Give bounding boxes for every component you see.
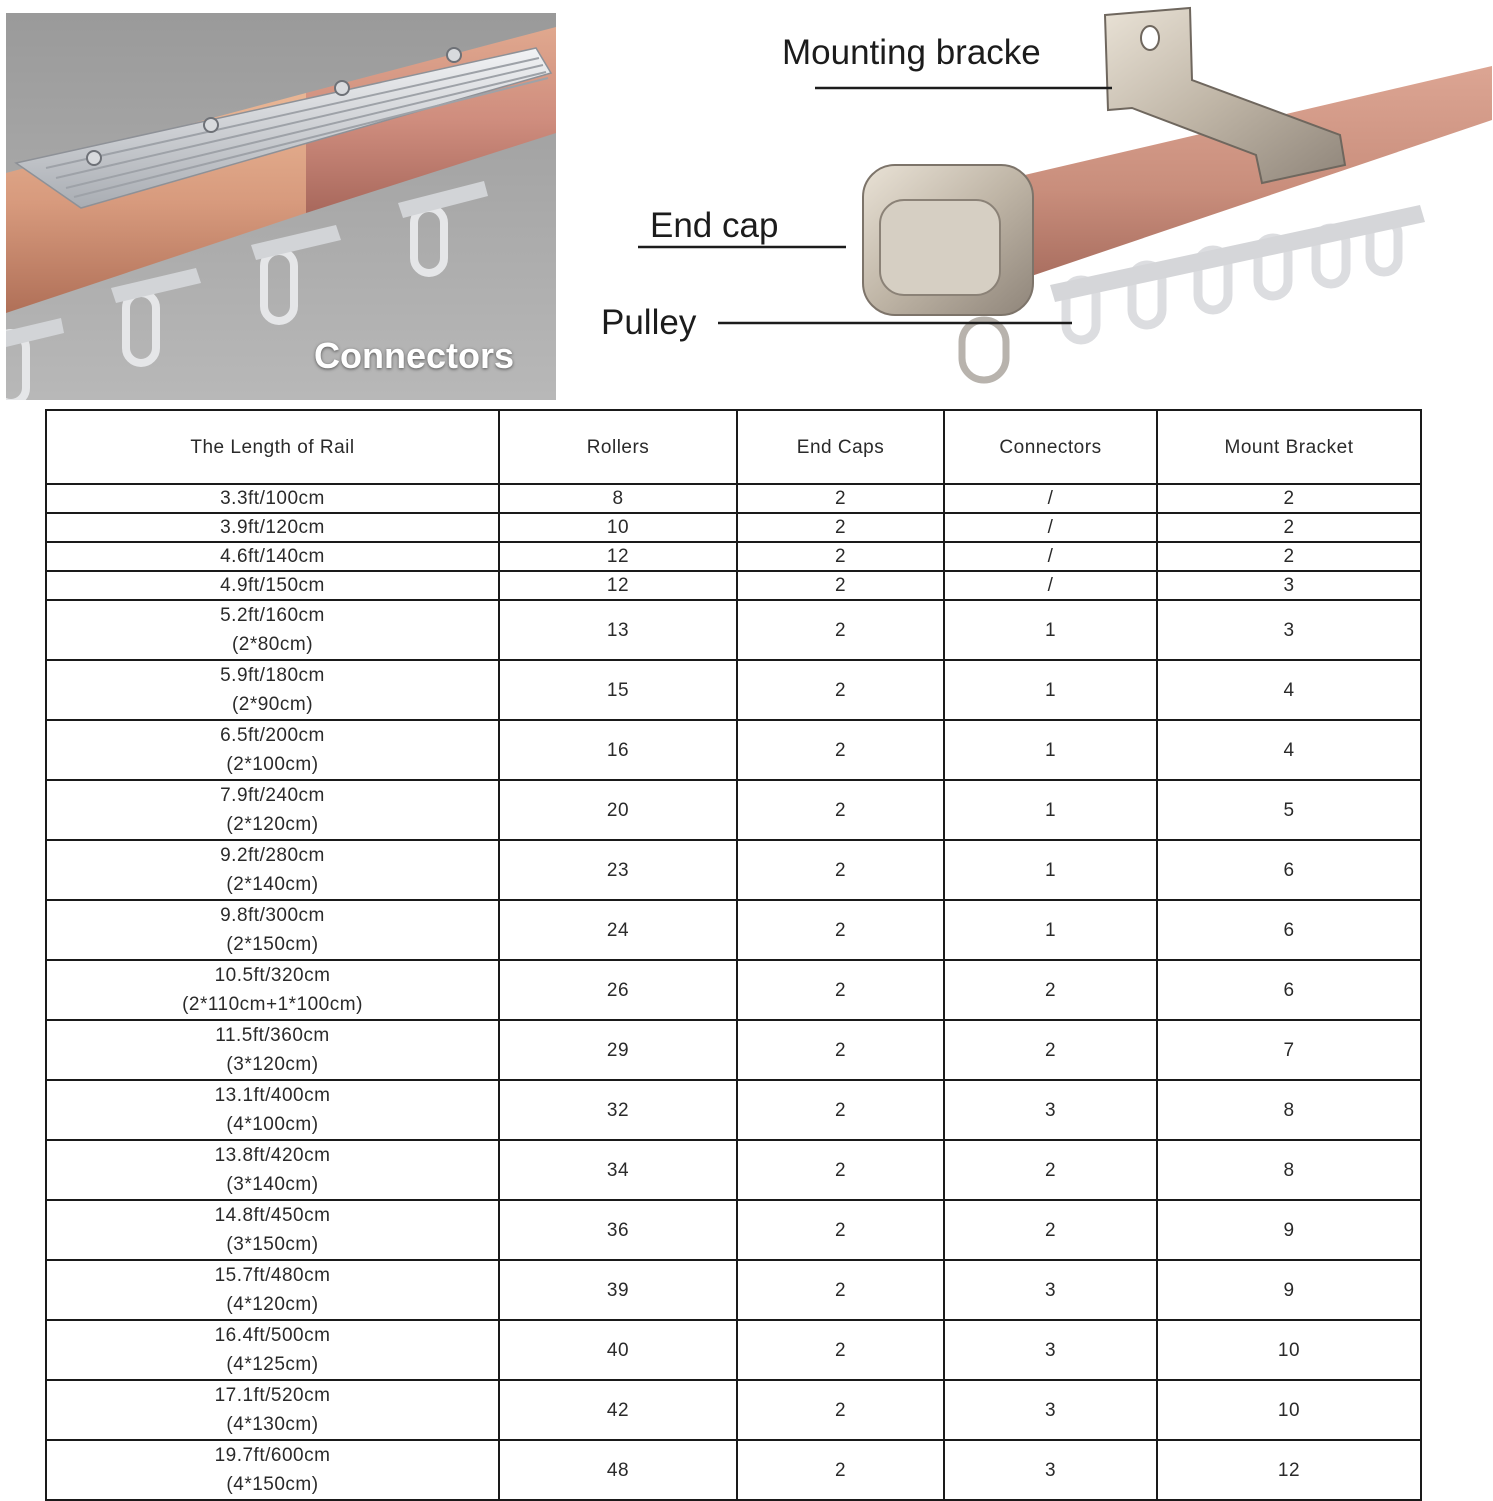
rollers-cell: 36 bbox=[499, 1200, 737, 1260]
end-caps-cell: 2 bbox=[737, 1320, 944, 1380]
rollers-cell: 10 bbox=[499, 513, 737, 542]
table-row bbox=[46, 513, 1421, 542]
rail-length-value: 15.7ft/480cm bbox=[214, 1265, 331, 1286]
connectors-cell: 2 bbox=[944, 1020, 1157, 1080]
rail-length-value: 4.6ft/140cm bbox=[220, 545, 325, 567]
end-caps-cell: 2 bbox=[737, 1260, 944, 1320]
end-caps-cell: 2 bbox=[737, 1440, 944, 1500]
mount-bracket-cell: 3 bbox=[1157, 600, 1421, 660]
rail-length-value: 10.5ft/320cm bbox=[214, 965, 331, 986]
mount-bracket-cell: 9 bbox=[1157, 1260, 1421, 1320]
connectors-cell: 1 bbox=[944, 780, 1157, 840]
rail-length-value: 9.8ft/300cm bbox=[220, 905, 325, 926]
table-row bbox=[46, 660, 1421, 720]
end-caps-cell: 2 bbox=[737, 780, 944, 840]
rail-length-cell bbox=[46, 900, 499, 960]
table-row bbox=[46, 1200, 1421, 1260]
mount-bracket-cell: 6 bbox=[1157, 960, 1421, 1020]
rail-segments-value: (4*130cm) bbox=[226, 1414, 319, 1435]
rail-length-value: 7.9ft/240cm bbox=[220, 785, 325, 806]
connectors-cell: 3 bbox=[944, 1440, 1157, 1500]
rail-length-value: 11.5ft/360cm bbox=[215, 1025, 330, 1046]
rollers-cell: 40 bbox=[499, 1320, 737, 1380]
rail-length-value: 13.1ft/400cm bbox=[214, 1085, 331, 1106]
connectors-cell: / bbox=[944, 513, 1157, 542]
rollers-cell: 32 bbox=[499, 1080, 737, 1140]
rail-segments-value: (2*80cm) bbox=[231, 634, 314, 655]
rail-segments-value: (2*140cm) bbox=[226, 874, 319, 895]
table-header-row bbox=[46, 410, 1421, 484]
mount-bracket-cell: 2 bbox=[1157, 484, 1421, 513]
connectors-cell: 3 bbox=[944, 1320, 1157, 1380]
connectors-label: Connectors bbox=[314, 335, 515, 376]
mount-bracket-cell: 10 bbox=[1157, 1380, 1421, 1440]
rail-length-value: 3.9ft/120cm bbox=[220, 516, 325, 538]
connectors-cell: 2 bbox=[944, 1140, 1157, 1200]
rail-segments-value: (4*100cm) bbox=[226, 1114, 319, 1135]
end-caps-cell: 2 bbox=[737, 960, 944, 1020]
mount-bracket-cell: 4 bbox=[1157, 660, 1421, 720]
connectors-cell: 3 bbox=[944, 1080, 1157, 1140]
rail-specification-table bbox=[45, 409, 1422, 1501]
end-caps-cell: 2 bbox=[737, 1020, 944, 1080]
rail-length-value: 5.9ft/180cm bbox=[220, 665, 325, 686]
rollers-cell: 20 bbox=[499, 780, 737, 840]
rail-length-value: 5.2ft/160cm bbox=[220, 605, 325, 626]
rail-length-cell bbox=[46, 720, 499, 780]
rollers-cell: 12 bbox=[499, 542, 737, 571]
rail-length-value: 14.8ft/450cm bbox=[214, 1205, 331, 1226]
table-row bbox=[46, 1380, 1421, 1440]
connectors-cell: 1 bbox=[944, 840, 1157, 900]
rail-length-cell bbox=[46, 1380, 499, 1440]
mounting-bracket-label: Mounting bracke bbox=[782, 33, 1041, 72]
rail-length-value: 4.9ft/150cm bbox=[220, 574, 325, 596]
table-row bbox=[46, 840, 1421, 900]
rail-segments-value: (2*120cm) bbox=[226, 814, 319, 835]
table-row bbox=[46, 484, 1421, 513]
rail-length-cell bbox=[46, 1020, 499, 1080]
rail-length-cell bbox=[46, 960, 499, 1020]
table-row bbox=[46, 1080, 1421, 1140]
end-cap-label: End cap bbox=[650, 206, 779, 245]
connectors-photo bbox=[6, 13, 556, 400]
connectors-cell: 3 bbox=[944, 1380, 1157, 1440]
rollers-cell: 26 bbox=[499, 960, 737, 1020]
rail-length-value: 9.2ft/280cm bbox=[220, 845, 325, 866]
end-caps-cell: 2 bbox=[737, 720, 944, 780]
rail-segments-value: (3*150cm) bbox=[226, 1234, 319, 1255]
rail-segments-value: (2*90cm) bbox=[231, 694, 314, 715]
rail-segments-value: (4*125cm) bbox=[226, 1354, 319, 1375]
table-row bbox=[46, 780, 1421, 840]
mount-bracket-cell: 6 bbox=[1157, 900, 1421, 960]
rail-segments-value: (2*110cm+1*100cm) bbox=[182, 994, 363, 1015]
table-row bbox=[46, 1440, 1421, 1500]
rollers-cell: 16 bbox=[499, 720, 737, 780]
mount-bracket-cell: 4 bbox=[1157, 720, 1421, 780]
connectors-cell: 3 bbox=[944, 1260, 1157, 1320]
header-connectors: Connectors bbox=[944, 410, 1157, 484]
rail-length-cell bbox=[46, 1200, 499, 1260]
end-caps-cell: 2 bbox=[737, 900, 944, 960]
rollers-cell: 13 bbox=[499, 600, 737, 660]
connectors-cell: / bbox=[944, 542, 1157, 571]
rail-diagram bbox=[580, 0, 1493, 400]
connectors-cell: 2 bbox=[944, 1200, 1157, 1260]
rail-length-cell bbox=[46, 780, 499, 840]
connectors-cell: 1 bbox=[944, 900, 1157, 960]
rollers-cell: 12 bbox=[499, 571, 737, 600]
rollers-cell: 48 bbox=[499, 1440, 737, 1500]
rail-length-cell bbox=[46, 484, 499, 513]
connectors-cell: / bbox=[944, 484, 1157, 513]
table-row bbox=[46, 720, 1421, 780]
table-row bbox=[46, 1320, 1421, 1380]
table-body bbox=[46, 484, 1421, 1500]
mount-bracket-cell: 8 bbox=[1157, 1080, 1421, 1140]
connectors-cell: / bbox=[944, 571, 1157, 600]
rail-segments-value: (2*150cm) bbox=[226, 934, 319, 955]
table-row bbox=[46, 600, 1421, 660]
rail-length-cell bbox=[46, 600, 499, 660]
rollers-cell: 34 bbox=[499, 1140, 737, 1200]
mount-bracket-cell: 2 bbox=[1157, 542, 1421, 571]
end-caps-cell: 2 bbox=[737, 600, 944, 660]
table-row bbox=[46, 960, 1421, 1020]
mount-bracket-cell: 8 bbox=[1157, 1140, 1421, 1200]
rail-length-cell bbox=[46, 571, 499, 600]
mount-bracket-cell: 10 bbox=[1157, 1320, 1421, 1380]
rollers-cell: 15 bbox=[499, 660, 737, 720]
header-mount-bracket: Mount Bracket bbox=[1157, 410, 1421, 484]
rail-segments-value: (2*100cm) bbox=[226, 754, 319, 775]
table-row bbox=[46, 900, 1421, 960]
mount-bracket-cell: 3 bbox=[1157, 571, 1421, 600]
end-caps-cell: 2 bbox=[737, 1080, 944, 1140]
end-caps-cell: 2 bbox=[737, 542, 944, 571]
rail-segments-value: (3*120cm) bbox=[226, 1054, 319, 1075]
end-caps-cell: 2 bbox=[737, 1380, 944, 1440]
rail-length-value: 13.8ft/420cm bbox=[214, 1145, 331, 1166]
rail-length-cell bbox=[46, 1080, 499, 1140]
rail-length-cell bbox=[46, 1440, 499, 1500]
connectors-cell: 1 bbox=[944, 600, 1157, 660]
table-row bbox=[46, 571, 1421, 600]
end-caps-cell: 2 bbox=[737, 660, 944, 720]
mount-bracket-cell: 6 bbox=[1157, 840, 1421, 900]
pulley-label: Pulley bbox=[601, 303, 697, 342]
rail-segments-value: (3*140cm) bbox=[226, 1174, 319, 1195]
table-row bbox=[46, 1020, 1421, 1080]
mount-bracket-cell: 5 bbox=[1157, 780, 1421, 840]
end-caps-cell: 2 bbox=[737, 571, 944, 600]
rail-length-cell bbox=[46, 1260, 499, 1320]
end-caps-cell: 2 bbox=[737, 1140, 944, 1200]
connectors-cell: 1 bbox=[944, 660, 1157, 720]
header-end-caps: End Caps bbox=[737, 410, 944, 484]
mount-bracket-cell: 2 bbox=[1157, 513, 1421, 542]
rollers-cell: 42 bbox=[499, 1380, 737, 1440]
rail-length-cell bbox=[46, 1140, 499, 1200]
rail-segments-value: (4*150cm) bbox=[226, 1474, 319, 1495]
table-row bbox=[46, 1260, 1421, 1320]
mount-bracket-cell: 7 bbox=[1157, 1020, 1421, 1080]
end-caps-cell: 2 bbox=[737, 840, 944, 900]
end-caps-cell: 2 bbox=[737, 484, 944, 513]
header-rail-length: The Length of Rail bbox=[46, 410, 499, 484]
connectors-cell: 2 bbox=[944, 960, 1157, 1020]
rollers-cell: 23 bbox=[499, 840, 737, 900]
mount-bracket-cell: 9 bbox=[1157, 1200, 1421, 1260]
end-caps-cell: 2 bbox=[737, 1200, 944, 1260]
end-caps-cell: 2 bbox=[737, 513, 944, 542]
rail-length-value: 17.1ft/520cm bbox=[214, 1385, 331, 1406]
mount-bracket-cell: 12 bbox=[1157, 1440, 1421, 1500]
table-row bbox=[46, 1140, 1421, 1200]
rail-length-value: 19.7ft/600cm bbox=[214, 1445, 331, 1466]
rail-length-cell bbox=[46, 1320, 499, 1380]
rail-length-cell bbox=[46, 542, 499, 571]
rollers-cell: 24 bbox=[499, 900, 737, 960]
rail-length-cell bbox=[46, 660, 499, 720]
rail-length-value: 16.4ft/500cm bbox=[214, 1325, 331, 1346]
rail-length-cell bbox=[46, 840, 499, 900]
rollers-cell: 29 bbox=[499, 1020, 737, 1080]
rail-length-cell bbox=[46, 513, 499, 542]
rail-segments-value: (4*120cm) bbox=[226, 1294, 319, 1315]
table-row bbox=[46, 542, 1421, 571]
header-rollers: Rollers bbox=[499, 410, 737, 484]
rail-length-value: 3.3ft/100cm bbox=[220, 487, 325, 509]
rollers-cell: 39 bbox=[499, 1260, 737, 1320]
connectors-cell: 1 bbox=[944, 720, 1157, 780]
rail-length-value: 6.5ft/200cm bbox=[220, 725, 325, 746]
rollers-cell: 8 bbox=[499, 484, 737, 513]
